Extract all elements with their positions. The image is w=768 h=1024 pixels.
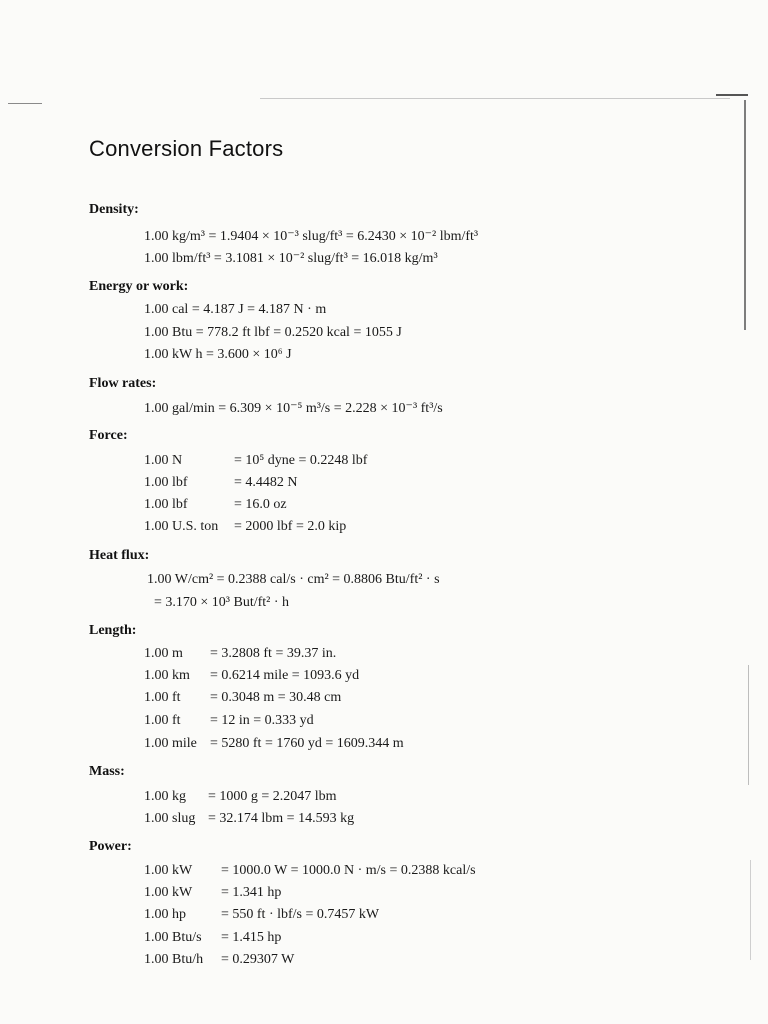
length-rhs: = 0.6214 mile = 1093.6 yd xyxy=(210,668,360,683)
section-heading-power: Power: xyxy=(89,839,132,854)
page-title: Conversion Factors xyxy=(89,136,284,161)
energy-line: 1.00 kW h = 3.600 × 10⁶ J xyxy=(144,347,292,362)
scan-artifact-mark xyxy=(8,103,42,104)
mass-rhs: = 32.174 lbm = 14.593 kg xyxy=(208,811,355,826)
length-lhs: 1.00 m xyxy=(144,646,183,661)
length-lhs: 1.00 ft xyxy=(144,690,181,705)
power-lhs: 1.00 Btu/h xyxy=(144,952,204,967)
force-rhs: = 2000 lbf = 2.0 kip xyxy=(234,519,347,534)
section-heading-density: Density: xyxy=(89,202,139,217)
length-rhs: = 0.3048 m = 30.48 cm xyxy=(210,690,342,705)
power-lhs: 1.00 hp xyxy=(144,907,186,922)
section-heading-length: Length: xyxy=(89,623,137,638)
scan-artifact-mark xyxy=(716,94,748,96)
force-rhs: = 4.4482 N xyxy=(234,475,298,490)
power-rhs: = 1.341 hp xyxy=(221,885,282,900)
scan-artifact-line xyxy=(260,98,730,99)
section-heading-heatflux: Heat flux: xyxy=(89,548,150,563)
heatflux-line: = 3.170 × 10³ But/ft² · h xyxy=(154,595,290,610)
density-line: 1.00 kg/m³ = 1.9404 × 10⁻³ slug/ft³ = 6.2430 × 10⁻² lbm/ft³ xyxy=(144,229,479,244)
force-lhs: 1.00 lbf xyxy=(144,497,188,512)
power-rhs: = 0.29307 W xyxy=(221,952,295,967)
power-rhs: = 1000.0 W = 1000.0 N · m/s = 0.2388 kcal/s xyxy=(221,863,476,878)
mass-lhs: 1.00 slug xyxy=(144,811,196,826)
scan-artifact-edge xyxy=(744,100,746,330)
mass-rhs: = 1000 g = 2.2047 lbm xyxy=(208,789,337,804)
power-lhs: 1.00 Btu/s xyxy=(144,930,202,945)
section-heading-force: Force: xyxy=(89,428,128,443)
length-lhs: 1.00 mile xyxy=(144,736,197,751)
length-rhs: = 3.2808 ft = 39.37 in. xyxy=(210,646,337,661)
heatflux-line: 1.00 W/cm² = 0.2388 cal/s · cm² = 0.8806 Btu/ft² · s xyxy=(147,572,440,587)
force-lhs: 1.00 U.S. ton xyxy=(144,519,219,534)
energy-line: 1.00 Btu = 778.2 ft lbf = 0.2520 kcal = 1055 J xyxy=(144,325,402,340)
length-lhs: 1.00 ft xyxy=(144,713,181,728)
density-line: 1.00 lbm/ft³ = 3.1081 × 10⁻² slug/ft³ = 16.018 kg/m³ xyxy=(144,251,438,266)
mass-lhs: 1.00 kg xyxy=(144,789,186,804)
force-rhs: = 16.0 oz xyxy=(234,497,287,512)
force-lhs: 1.00 lbf xyxy=(144,475,188,490)
power-lhs: 1.00 kW xyxy=(144,885,193,900)
power-lhs: 1.00 kW xyxy=(144,863,193,878)
section-heading-mass: Mass: xyxy=(89,764,125,779)
power-rhs: = 550 ft · lbf/s = 0.7457 kW xyxy=(221,907,380,922)
force-lhs: 1.00 N xyxy=(144,453,183,468)
power-rhs: = 1.415 hp xyxy=(221,930,282,945)
section-heading-flow: Flow rates: xyxy=(89,376,157,391)
energy-line: 1.00 cal = 4.187 J = 4.187 N · m xyxy=(144,302,327,317)
flow-line: 1.00 gal/min = 6.309 × 10⁻⁵ m³/s = 2.228 × 10⁻³ ft³/s xyxy=(144,401,443,416)
length-rhs: = 12 in = 0.333 yd xyxy=(210,713,314,728)
scan-artifact-edge xyxy=(748,665,749,785)
force-rhs: = 10⁵ dyne = 0.2248 lbf xyxy=(234,453,368,468)
length-rhs: = 5280 ft = 1760 yd = 1609.344 m xyxy=(210,736,404,751)
length-lhs: 1.00 km xyxy=(144,668,190,683)
scan-artifact-edge xyxy=(750,860,751,960)
section-heading-energy: Energy or work: xyxy=(89,279,189,294)
